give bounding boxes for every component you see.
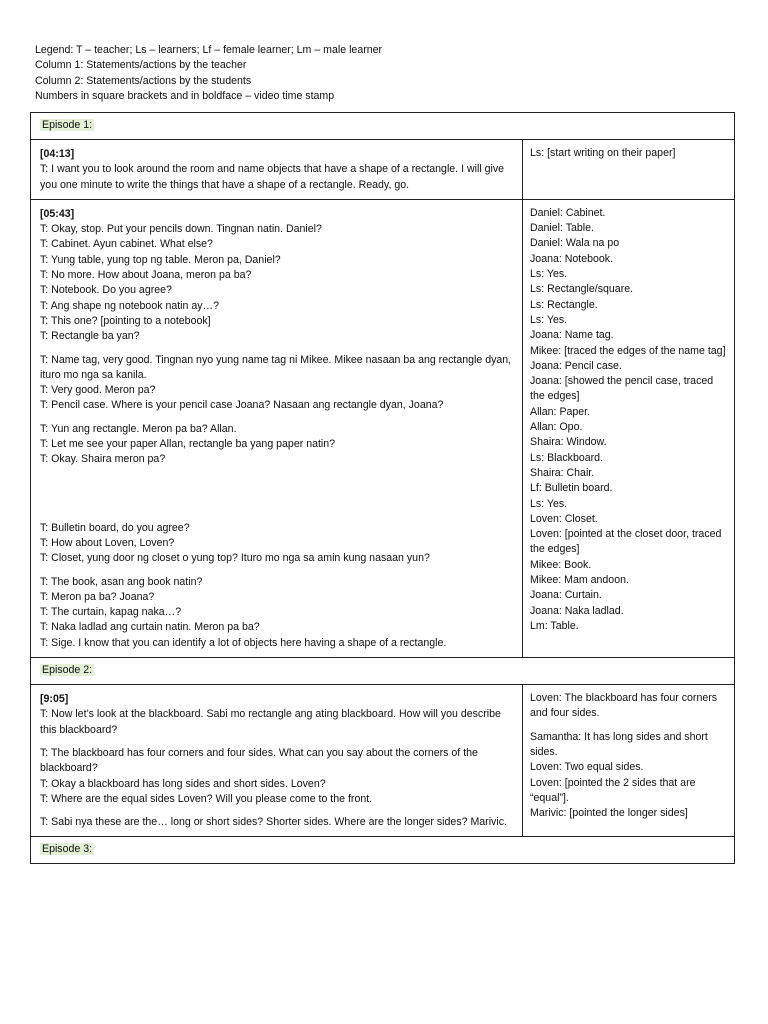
student-line: Loven: Two equal sides. (530, 761, 644, 774)
student-line: Joana: Naka ladlad. (530, 604, 624, 617)
student-line: Joana: Name tag. (530, 329, 614, 342)
teacher-line: T: Closet, yung door ng closet o yung top? Ituro mo nga sa amin kung nasaan yun? (40, 552, 430, 565)
student-line: Joana: Notebook. (530, 252, 614, 265)
transcript-table (30, 112, 735, 864)
student-line: Lf: Bulletin board. (530, 482, 613, 495)
segment-row (31, 140, 735, 200)
teacher-line: T: This one? [pointing to a notebook] (40, 314, 211, 327)
teacher-line: T: Sabi nya these are the… long or short sides? Shorter sides. Where are the longer sides? Marivic. (40, 816, 507, 829)
spacer (40, 414, 516, 422)
student-line: Joana: Pencil case. (530, 359, 622, 372)
teacher-line: T: Cabinet. Ayun cabinet. What else? (40, 238, 213, 251)
legend-line: Numbers in square brackets and in boldface – video time stamp (35, 89, 335, 102)
teacher-line: T: The blackboard has four corners and four sides. What can you say about the corners of the blackboard? (40, 746, 478, 775)
student-line: Joana: Curtain. (530, 589, 602, 602)
legend-line: Legend: T – teacher; Ls – learners; Lf – female learner; Lm – male learner (35, 44, 383, 56)
teacher-cell (31, 199, 523, 657)
time-stamp: [9:05] (40, 693, 69, 706)
episode-label: Episode 1: (42, 119, 93, 131)
segment-row (31, 199, 735, 657)
spacer (40, 738, 516, 746)
time-stamp: [04:13] (40, 148, 75, 160)
time-stamp: [05:43] (40, 207, 75, 220)
teacher-line: T: Where are the equal sides Loven? Will you please come to the front. (40, 792, 373, 805)
student-line: Marivic: [pointed the longer sides] (530, 807, 688, 820)
student-line: Daniel: Table. (530, 222, 594, 235)
student-line: Loven: The blackboard has four corners and four sides. (530, 692, 718, 720)
teacher-cell (31, 140, 523, 200)
student-line: Daniel: Cabinet. (530, 206, 606, 219)
teacher-line: T: Let me see your paper Allan, rectangle ba yang paper natin? (40, 438, 336, 451)
student-line: Daniel: Wala na po (530, 237, 620, 250)
student-line: Loven: [pointed the 2 sides that are “equal”]. (530, 776, 696, 804)
segment-row (31, 685, 735, 837)
student-line: Mikee: [traced the edges of the name tag] (530, 344, 726, 357)
student-line: Joana: [showed the pencil case, traced the edges] (530, 375, 714, 403)
episode-label: Episode 3: (42, 843, 93, 856)
teacher-line: T: Meron pa ba? Joana? (40, 590, 155, 603)
teacher-line: T: I want you to look around the room and name objects that have a shape of a rectangle. I will give you one minute to write the things that have a shape of a rectangle. Ready, go. (40, 163, 505, 191)
teacher-line: T: Naka ladlad ang curtain natin. Meron pa ba? (40, 621, 260, 634)
teacher-line: T: The book, asan ang book natin? (40, 575, 203, 588)
student-line: Mikee: Mam andoon. (530, 574, 629, 587)
student-line: Ls: Blackboard. (530, 451, 604, 464)
student-line: Ls: Rectangle/square. (530, 283, 634, 296)
teacher-line: T: Ang shape ng notebook natin ay…? (40, 299, 220, 312)
legend (35, 43, 735, 104)
student-line: Samantha: It has long sides and short sides. (530, 730, 708, 758)
episode-row (31, 837, 735, 864)
teacher-line: T: Now let’s look at the blackboard. Sabi mo rectangle ang ating blackboard. How will you describe this blackboard? (40, 708, 501, 736)
student-line: Lm: Table. (530, 619, 579, 632)
teacher-line: T: Yung table, yung top ng table. Meron pa, Daniel? (40, 253, 281, 266)
student-line: Loven: Closet. (530, 512, 598, 525)
student-line: Loven: [pointed at the closet door, traced the edges] (530, 528, 722, 556)
student-line: Allan: Paper. (530, 405, 591, 418)
teacher-line: T: Bulletin board, do you agree? (40, 521, 190, 534)
student-line: Allan: Opo. (530, 421, 583, 434)
spacer (40, 567, 516, 575)
teacher-line: T: Sige. I know that you can identify a lot of objects here having a shape of a rectangle. (40, 636, 447, 649)
legend-line: Column 1: Statements/actions by the teacher (35, 59, 247, 72)
student-line: Ls: Yes. (530, 497, 568, 510)
spacer (40, 468, 516, 521)
teacher-line: T: Very good. Meron pa? (40, 384, 156, 397)
episode-label: Episode 2: (42, 664, 93, 677)
episode-row (31, 113, 735, 140)
teacher-line: T: Okay. Shaira meron pa? (40, 453, 166, 466)
student-line: Ls: Yes. (530, 268, 568, 281)
episode-row (31, 658, 735, 685)
student-line: Mikee: Book. (530, 558, 592, 571)
teacher-line: T: Yun ang rectangle. Meron pa ba? Allan. (40, 422, 237, 435)
student-line: Shaira: Window. (530, 436, 607, 449)
teacher-cell (31, 685, 523, 837)
teacher-line: T: Okay a blackboard has long sides and short sides. Loven? (40, 777, 326, 790)
teacher-line: T: No more. How about Joana, meron pa ba? (40, 269, 252, 282)
students-cell (523, 685, 735, 837)
teacher-line: T: Name tag, very good. Tingnan nyo yung name tag ni Mikee. Mikee nasaan ba ang rectangle dyan, ituro mo nga sa kanila. (40, 353, 512, 381)
student-line: Ls: Rectangle. (530, 298, 598, 311)
teacher-line: T: How about Loven, Loven? (40, 536, 175, 549)
students-cell (523, 199, 735, 657)
student-line: Ls: [start writing on their paper] (530, 147, 676, 159)
spacer (40, 345, 516, 353)
spacer (40, 807, 516, 815)
teacher-line: T: Pencil case. Where is your pencil case Joana? Nasaan ang rectangle dyan, Joana? (40, 399, 444, 412)
teacher-line: T: Rectangle ba yan? (40, 330, 140, 343)
spacer (530, 722, 728, 730)
legend-line: Column 2: Statements/actions by the students (35, 74, 252, 87)
teacher-line: T: Okay, stop. Put your pencils down. Tingnan natin. Daniel? (40, 223, 322, 236)
student-line: Shaira: Chair. (530, 466, 595, 479)
teacher-line: T: Notebook. Do you agree? (40, 284, 172, 297)
teacher-line: T: The curtain, kapag naka…? (40, 606, 182, 619)
student-line: Ls: Yes. (530, 313, 568, 326)
students-cell (523, 140, 735, 200)
